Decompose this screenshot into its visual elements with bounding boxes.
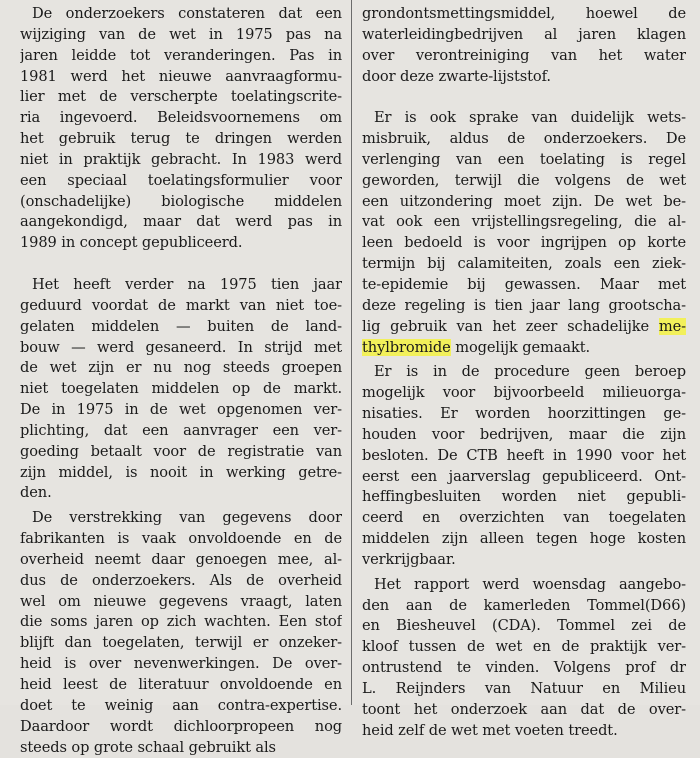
text-line: een uitzondering moet zijn. De wet be- [362, 192, 686, 210]
text-line: gelaten middelen — buiten de land- [20, 317, 342, 335]
text-line: waterleidingbedrijven al jaren klagen [362, 25, 686, 43]
text-line: lig gebruik van het zeer schadelijke me- [362, 317, 686, 335]
text-line: den. [20, 484, 52, 502]
text-line: ontrustend te vinden. Volgens prof dr [362, 659, 686, 677]
text-line: grondontsmettingsmiddel, hoewel de [362, 5, 686, 22]
text-line: den aan de kamerleden Tommel(D66) [362, 596, 686, 614]
text-line: steeds op grote schaal gebruikt als [20, 738, 276, 756]
text-line: vat ook een vrijstellingsregeling, die al- [362, 213, 686, 231]
text-line: plichting, dat een aanvrager een ver- [20, 421, 342, 439]
text-line: termijn bij calamiteiten, zoals een ziek- [362, 255, 686, 273]
text-line: (onschadelijke) biologische middelen [20, 192, 342, 210]
text-line: aangekondigd, maar dat werd pas in [20, 213, 342, 231]
text-line: Het heeft verder na 1975 tien jaar [32, 275, 342, 293]
text-line: bouw — werd gesaneerd. In strijd met [20, 338, 342, 356]
text-line: verkrijgbaar. [362, 550, 456, 568]
text-line: De verstrekking van gegevens door [32, 509, 342, 527]
text-line: wijziging van de wet in 1975 pas na [20, 25, 342, 43]
text-line: het gebruik terug te dringen werden [20, 130, 342, 148]
text-line: deze regeling is tien jaar lang grootscha- [362, 296, 686, 314]
paragraph-3 [20, 508, 342, 758]
paragraph-rapport [362, 575, 686, 742]
text-line: overheid neemt daar genoegen mee, al- [20, 550, 342, 568]
text-line: L. Reijnders van Natuur en Milieu [362, 680, 686, 697]
paragraph-2 [20, 275, 342, 504]
text-line: besloten. De CTB heeft in 1990 voor het [362, 446, 686, 464]
text-line: heid leest de literatuur onvoldoende en [20, 676, 342, 693]
text-line: te-epidemie bij gewassen. Maar met [362, 275, 686, 293]
text-line: die soms jaren op zich wachten. Een stof [20, 613, 342, 631]
text-line: misbruik, aldus de onderzoekers. De [362, 130, 686, 148]
text-line: Er is ook sprake van duidelijk wets- [374, 109, 686, 127]
text-line: middelen zijn alleen tegen hoge kosten [362, 530, 686, 548]
text-line: blijft dan toegelaten, terwijl er onzeker- [20, 634, 342, 652]
paragraph-wetsmisbruik [362, 108, 686, 358]
text-line: de wet zijn er nu nog steeds groepen [20, 359, 342, 377]
text-line: door deze zwarte-lijststof. [362, 67, 551, 85]
text-line: heid is over nevenwerkingen. De over- [20, 655, 342, 673]
highlighted-term: thylbromide [362, 338, 451, 356]
text-line: eerst een jaarverslag gepubliceerd. Ont- [362, 467, 686, 485]
text-line: 1981 werd het nieuwe aanvraagformu- [20, 67, 342, 85]
text-line: nisaties. Er worden hoorzittingen ge- [362, 405, 686, 423]
highlighted-term: me- [658, 317, 686, 335]
text-line: heffingbesluiten worden niet gepubli- [362, 488, 686, 506]
text-line: niet in praktijk gebracht. In 1983 werd [20, 150, 342, 168]
text-line: houden voor bedrijven, maar die zijn [362, 425, 686, 443]
text-line: Het rapport werd woensdag aangebo- [374, 575, 686, 593]
left-column [20, 4, 342, 758]
text-line: toont het onderzoek aan dat de over- [362, 700, 686, 718]
text-line: verlenging van een toelating is regel [362, 150, 686, 168]
paragraph-1 [20, 4, 342, 254]
text-line: dus de onderzoekers. Als de overheid [20, 571, 342, 589]
text-line: Er is in de procedure geen beroep [374, 363, 686, 381]
right-column [362, 4, 686, 742]
text-line: Daardoor wordt dichloorpropeen nog [20, 717, 342, 735]
text-line: goeding betaalt voor de registratie van [20, 442, 342, 460]
column-divider [351, 0, 352, 705]
text-line: zijn middel, is nooit in werking getre- [20, 463, 342, 481]
text-line: over verontreiniging van het water [362, 46, 686, 64]
text-line: jaren leidde tot veranderingen. Pas in [20, 46, 342, 64]
text-line: De onderzoekers constateren dat een [32, 5, 342, 22]
text-line: geduurd voordat de markt van niet toe- [20, 296, 342, 314]
text-line: thylbromide mogelijk gemaakt. [362, 338, 591, 356]
text-line: De in 1975 in de wet opgenomen ver- [20, 401, 342, 419]
text-line: een speciaal toelatingsformulier voor [20, 171, 342, 189]
text-line: heid zelf de wet met voeten treedt. [362, 721, 618, 739]
text-line: wel om nieuwe gegevens vraagt, laten [20, 592, 342, 610]
paragraph-continued [362, 4, 686, 87]
paragraph-procedure [362, 362, 686, 570]
text-line: ria ingevoerd. Beleidsvoornemens om [20, 109, 342, 127]
text-line: geworden, terwijl die volgens de wet [362, 171, 686, 189]
text-line: lier met de verscherpte toelatingscrite- [20, 88, 342, 106]
text-line: en Biesheuvel (CDA). Tommel zei de [362, 617, 686, 635]
text-line: niet toegelaten middelen op de markt. [20, 380, 342, 398]
text-line: leen bedoeld is voor ingrijpen op korte [362, 234, 686, 252]
text-line: mogelijk voor bijvoorbeeld milieuorga- [362, 384, 686, 402]
text-line: ceerd en overzichten van toegelaten [362, 509, 686, 527]
text-line: 1989 in concept gepubliceerd. [20, 234, 243, 252]
text-line: kloof tussen de wet en de praktijk ver- [362, 638, 686, 656]
text-line: doet te weinig aan contra-expertise. [20, 696, 342, 714]
text-line: fabrikanten is vaak onvoldoende en de [20, 530, 342, 548]
